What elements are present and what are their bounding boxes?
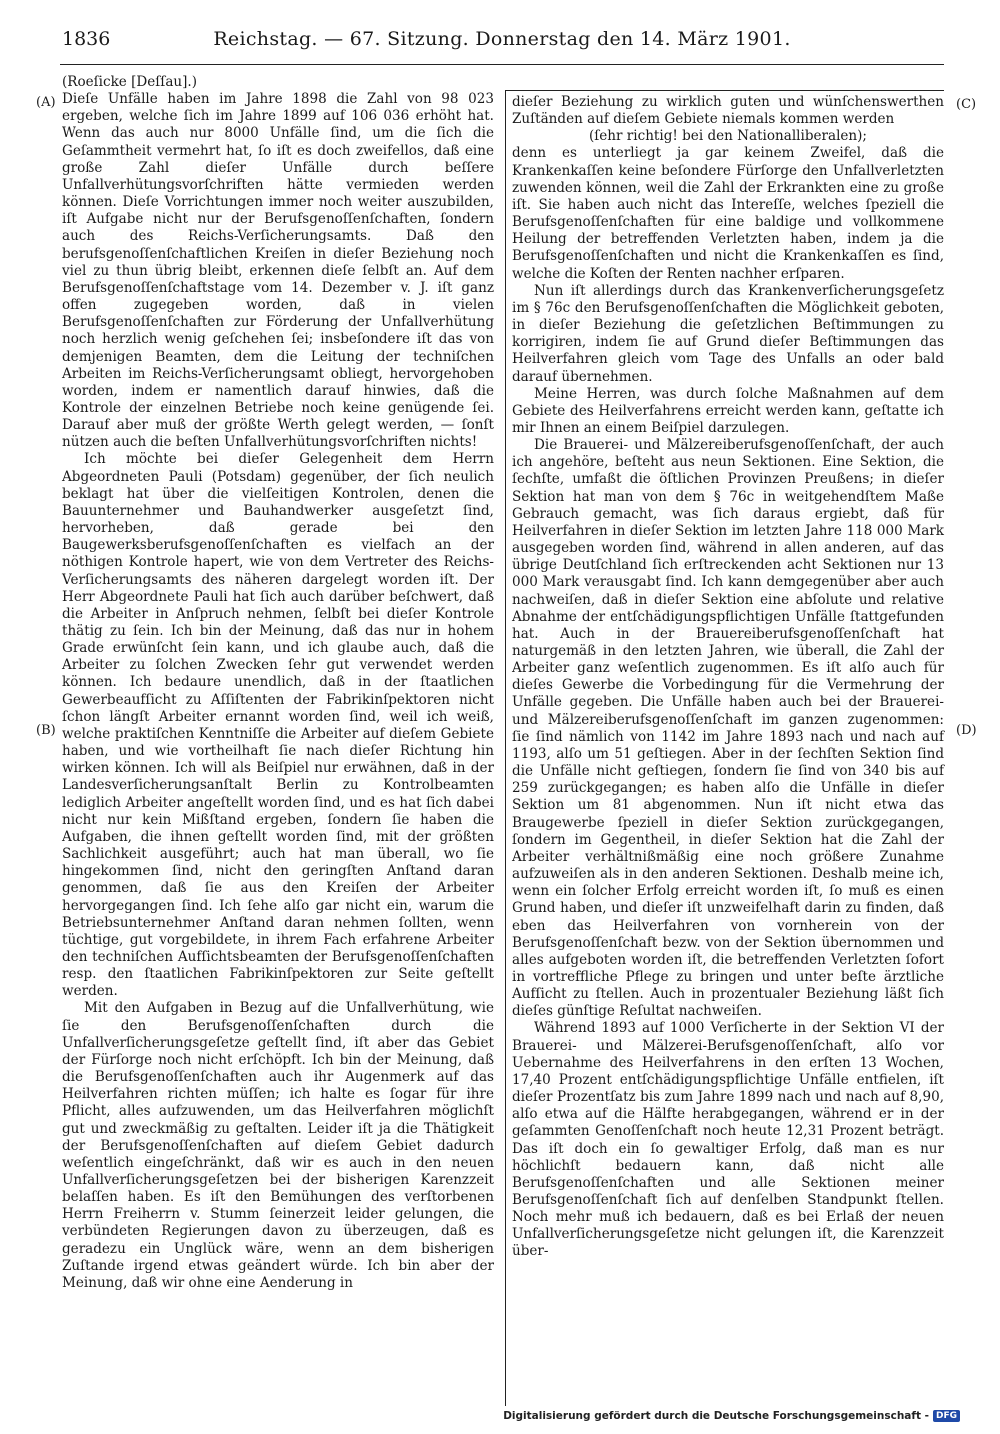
paragraph: Nun iſt allerdings durch das Krankenverſicherungsgeſetz im § 76c den Berufsgenoſſenſchaften die Möglichkeit geboten, in dieſer Beziehung die geſetzlichen Beſtimmungen zu korrigiren, indem ſie auf Grund dieſer Beſtimmungen das Heilverfahren gleich vom Tage des Unfalls an oder bald darauf übernehmen.: [512, 282, 944, 385]
paragraph: Meine Herren, was durch ſolche Maßnahmen auf dem Gebiete des Heilverfahrens erreicht werden kann, geſtatte ich mir Ihnen an einem Beiſpiel darzulegen.: [512, 385, 944, 436]
running-head: Reichstag. — 67. Sitzung. Donnerstag den 14. März 1901.: [213, 28, 791, 50]
right-column: [512, 94, 944, 1261]
interjection: (ſehr richtig! bei den Nationalliberalen);: [588, 128, 867, 145]
header-rule: [60, 64, 944, 65]
paragraph: denn es unterliegt ja gar keinem Zweifel, daß die Krankenkaſſen keine beſondere Fürſorge den Unfallverletzten zuwenden können, weil die Zahl der Erkrankten eine zu große iſt. Sie haben auch nicht das Intereſſe, welches ſpeziell die Berufsgenoſſenſchaften für eine baldige und vollkommene Heilung der betreffenden Verletzten haben, indem ja die Berufsgenoſſenſchaften und nicht die Krankenkaſſen es ſind, welche die Koſten der Renten nachher erſparen.: [512, 145, 944, 282]
paragraph: Die Brauerei- und Mälzereiberufsgenoſſenſchaft, der auch ich angehöre, beſteht aus neun Sektionen. Eine Sektion, die ſechſte, umfaßt die öſtlichen Provinzen Preußens; in dieſer Sektion hat man von dem § 76c in weitgehendſtem Maße Gebrauch gemacht, was ſich daraus ergiebt, daß für Heilverfahren in dieſer Sektion im letzten Jahre 118 000 Mark ausgegeben worden ſind, während in allen anderen, auf das übrige Deutſchland ſich erſtreckenden acht Sektionen nur 13 000 Mark verausgabt ſind. Ich kann demgegenüber aber auch nachweiſen, daß in dieſer Sektion eine abſolute und relative Abnahme der entſchädigungspflichtigen Unfälle ſtattgefunden hat. Auch in der Brauereiberufsgenoſſenſchaft hat naturgemäß in den letzten Jahren, wie überall, die Zahl der Arbeiter ganz weſentlich zugenommen. Es iſt alſo auch für dieſes Gewerbe die Vorbedingung für die Vermehrung der Unfälle gegeben. Die Unfälle haben auch bei der Brauerei- und Mälzereiberufsgenoſſenſchaft im ganzen zugenommen: ſie ſind nämlich von 1142 im Jahre 1893 nach und nach auf 1193, alſo um 51 geſtiegen. Aber in der ſechſten Sektion ſind die Unfälle nicht geſtiegen, ſondern ſie ſind von 340 bis auf 259 zurückgegangen; es haben alſo die Unfälle in dieſer Sektion um 81 abgenommen. Nun iſt nicht etwa das Braugewerbe ſpeziell in dieſer Sektion zurückgegangen, ſondern im Gegentheil, in dieſer Sektion hat die Zahl der Arbeiter verhältnißmäßig eine noch größere Zunahme aufzuweiſen als in den anderen Sektionen. Deshalb meine ich, wenn ein ſolcher Erfolg erreicht worden iſt, ſo muß es einen Grund haben, und dieſer iſt unzweifelhaft darin zu finden, daß eben das Heilverfahren von vornherein von der Berufsgenoſſenſchaft bezw. von der Sektion übernommen und alles aufgeboten worden iſt, die betreffenden Verletzten ſofort in vortreffliche Pflege zu bringen und unter beſte ärztliche Aufſicht zu ſtellen. Auch in prozentualer Beziehung läßt ſich dieſes günſtige Reſultat nachweiſen.: [512, 437, 944, 1020]
margin-marker-c: (C): [956, 97, 977, 112]
paragraph: Ich möchte bei dieſer Gelegenheit dem Herrn Abgeordneten Pauli (Potsdam) gegenüber, der ſich neulich beklagt hat über die vielſeitigen Kontrolen, denen die Bauunternehmer und Bauhandwerker ausgeſetzt ſind, hervorheben, daß gerade bei den Baugewerksberufsgenoſſenſchaften es vielfach an der nöthigen Kontrole hapert, wie von dem Vertreter des Reichs-Verſicherungsamts des näheren dargelegt worden iſt. Der Herr Abgeordnete Pauli hat ſich auch darüber beſchwert, daß die Arbeiter in Anſpruch nehmen, ſelbſt bei dieſer Kontrole thätig zu ſein. Ich bin der Meinung, daß das nur in hohem Grade erwünſcht ſein kann, und ich glaube auch, daß die Arbeiter zu ſolchen Zwecken ſehr gut verwendet werden können. Ich bedaure unendlich, daß in der ſtaatlichen Gewerbeaufſicht zu Aſſiſtenten der Fabrikinſpektoren nicht ſchon längſt Arbeiter ernannt worden ſind, weil ich weiß, welche praktiſchen Kenntniſſe die Arbeiter auf dieſem Gebiete haben, und wie vortheilhaft ſie nach dieſer Richtung hin wirken können. Ich will als Beiſpiel nur erwähnen, daß in der Landesverſicherungsanſtalt Berlin zu Kontrolbeamten lediglich Arbeiter angeſtellt worden ſind, und es hat ſich dabei nicht nur kein Mißſtand ergeben, ſondern ſie haben die Aufgaben, die ihnen geſtellt worden ſind, mit der größten Sachlichkeit ausgeführt; auch hat man überall, wo ſie hingekommen ſind, nicht den geringſten Anſtand daran genommen, daß ſie aus den Kreiſen der Arbeiter hervorgegangen ſind. Ich ſehe alſo gar nicht ein, warum die Betriebsunternehmer Anſtand daran nehmen ſollten, wenn tüchtige, gut vorgebildete, in ihrem Fach erfahrene Arbeiter den techniſchen Aufſichtsbeamten der Berufsgenoſſenſchaften resp. den ſtaatlichen Fabrikinſpektoren zur Seite geſtellt werden.: [62, 451, 494, 1000]
page-header: [62, 28, 942, 68]
margin-marker-a: (A): [36, 95, 56, 110]
paragraph: Mit den Aufgaben in Bezug auf die Unfallverhütung, wie ſie den Berufsgenoſſenſchaften durch die Unfallverſicherungsgeſetze geſtellt ſind, iſt aber das Gebiet der Fürſorge noch nicht erſchöpft. Ich bin der Meinung, daß die Berufsgenoſſenſchaften auch ihr Augenmerk auf das Heilverfahren richten müſſen; ich halte es ſogar für ihre Pflicht, alles aufzuwenden, um das Heilverfahren möglichſt gut und zweckmäßig zu geſtalten. Leider iſt ja die Thätigkeit der Berufsgenoſſenſchaften auf dieſem Gebiet dadurch weſentlich eingeſchränkt, daß wir es auch in den neuen Unfallverſicherungsgeſetzen bei der bisherigen Karenzzeit belaſſen haben. Es iſt den Bemühungen des verſtorbenen Herrn Freiherrn v. Stumm ſeinerzeit leider gelungen, die verbündeten Regierungen davon zu überzeugen, daß es geradezu ein Unglück wäre, wenn an dem bisherigen Zuſtande irgend etwas geändert würde. Ich bin aber der Meinung, daß wir ohne eine Aenderung in: [62, 1000, 494, 1291]
left-column: [62, 74, 494, 1292]
margin-marker-d: (D): [956, 723, 977, 738]
paragraph: dieſer Beziehung zu wirklich guten und wünſchenswerthen Zuſtänden auf dieſem Gebiete niemals kommen werden: [512, 94, 944, 128]
margin-marker-b: (B): [36, 723, 56, 738]
paragraph: Dieſe Unfälle haben im Jahre 1898 die Zahl von 98 023 ergeben, welche ſich im Jahre 1899 auf 106 036 erhöht hat. Wenn das auch nur 8000 Unfälle ſind, um die ſich die Geſammtheit vermehrt hat, ſo iſt es doch zweifellos, daß eine große Zahl dieſer Unfälle durch beſſere Unfallverhütungsvorſchriften hätte vermieden werden können. Dieſe Vorrichtungen immer noch weiter auszubilden, iſt Aufgabe nicht nur der Berufsgenoſſenſchaften, ſondern auch des Reichs-Verſicherungsamts. Daß den berufsgenoſſenſchaftlichen Kreiſen in dieſer Beziehung noch viel zu thun übrig bleibt, erkennen dieſe ſelbſt an. Auf dem Berufsgenoſſenſchaftstage vom 14. Dezember v. J. iſt ganz offen zugegeben worden, daß in vielen Berufsgenoſſenſchaften zur Förderung der Unfallverhütung noch herzlich wenig geſchehen ſei; insbeſondere iſt das von demjenigen Beamten, dem die Leitung der techniſchen Arbeiten im Reichs-Verſicherungsamt obliegt, hervorgehoben worden, indem er namentlich darauf hinwies, daß die Kontrole der einzelnen Betriebe noch keine genügende ſei. Darauf aber muß der größte Werth gelegt werden, — ſonſt nützen auch die beſten Unfallverhütungsvorſchriften nichts!: [62, 91, 494, 451]
page-number: 1836: [62, 28, 111, 50]
speaker-line: (Roeſicke [Deſſau].): [62, 74, 197, 90]
column-divider: [505, 90, 506, 1406]
paragraph: Während 1893 auf 1000 Verſicherte in der Sektion VI der Brauerei- und Mälzerei-Berufsgenoſſenſchaft, alſo vor Uebernahme des Heilverfahrens in den erſten 13 Wochen, 17,40 Prozent entſchädigungspflichtige Unfälle entfielen, iſt dieſer Prozentſatz bis zum Jahre 1899 nach und nach auf 8,90, alſo etwa auf die Hälfte herabgegangen, während er in der geſammten Genoſſenſchaft noch heute 12,31 Prozent beträgt. Das iſt doch ein ſo gewaltiger Erfolg, daß man es nur höchlichſt bedauern kann, daß nicht alle Berufsgenoſſenſchaften und alle Sektionen meiner Berufsgenoſſenſchaft ſich auf denſelben Standpunkt ſtellen. Noch mehr muß ich bedauern, daß es bei Erlaß der neuen Unfallverſicherungsgeſetze nicht gelungen iſt, die Karenzzeit über-: [512, 1020, 944, 1260]
dfg-logo-icon: DFG: [933, 1410, 960, 1422]
column-top-rule-right: [506, 90, 944, 91]
digitization-credit: [503, 1410, 960, 1422]
credit-text: Digitalisierung gefördert durch die Deutsche Forschungsgemeinschaft -: [503, 1410, 929, 1422]
